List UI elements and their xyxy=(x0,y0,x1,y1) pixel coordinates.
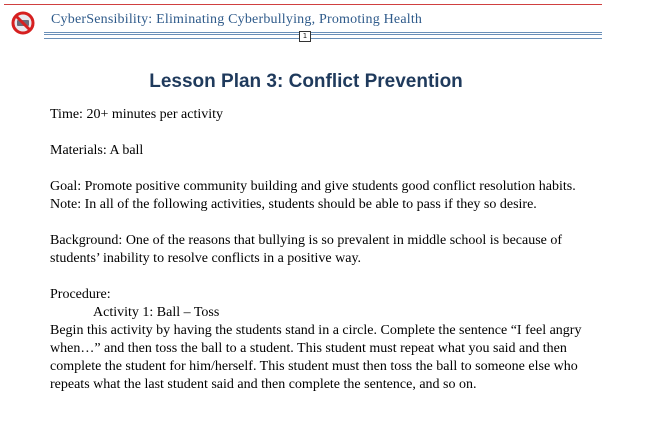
page-header xyxy=(0,0,664,44)
goal-paragraph: Goal: Promote positive community building and give students good conflict resolution habits. Note: In all of the following activities, students should be able to pass if they so desire. xyxy=(50,179,576,212)
activity-title: Activity 1: Ball – Toss xyxy=(93,305,220,320)
page-number: 1 xyxy=(299,31,311,42)
header-rule xyxy=(44,38,602,39)
document-body xyxy=(50,106,610,394)
activity-paragraph: Begin this activity by having the students stand in a circle. Complete the sentence “I feel angry when…” and then toss the ball to a student. This student must repeat what you said and then complete the student for him/herself. This student must then toss the ball to someone else who repeats what the last student said and then complete the sentence, and so on. xyxy=(50,323,582,392)
header-top-rule xyxy=(4,4,602,5)
no-sign-icon xyxy=(9,9,37,37)
time-paragraph: Time: 20+ minutes per activity xyxy=(50,107,224,122)
header-title: CyberSensibility: Eliminating Cyberbullying, Promoting Health xyxy=(51,12,423,27)
procedure-label: Procedure: xyxy=(50,287,111,302)
background-paragraph: Background: One of the reasons that bullying is so prevalent in middle school is because of students’ inability to resolve conflicts in a positive way. xyxy=(50,233,563,266)
document-title: Lesson Plan 3: Conflict Prevention xyxy=(149,71,463,92)
header-rule xyxy=(44,34,602,35)
materials-paragraph: Materials: A ball xyxy=(50,143,144,158)
header-rule xyxy=(44,32,602,33)
